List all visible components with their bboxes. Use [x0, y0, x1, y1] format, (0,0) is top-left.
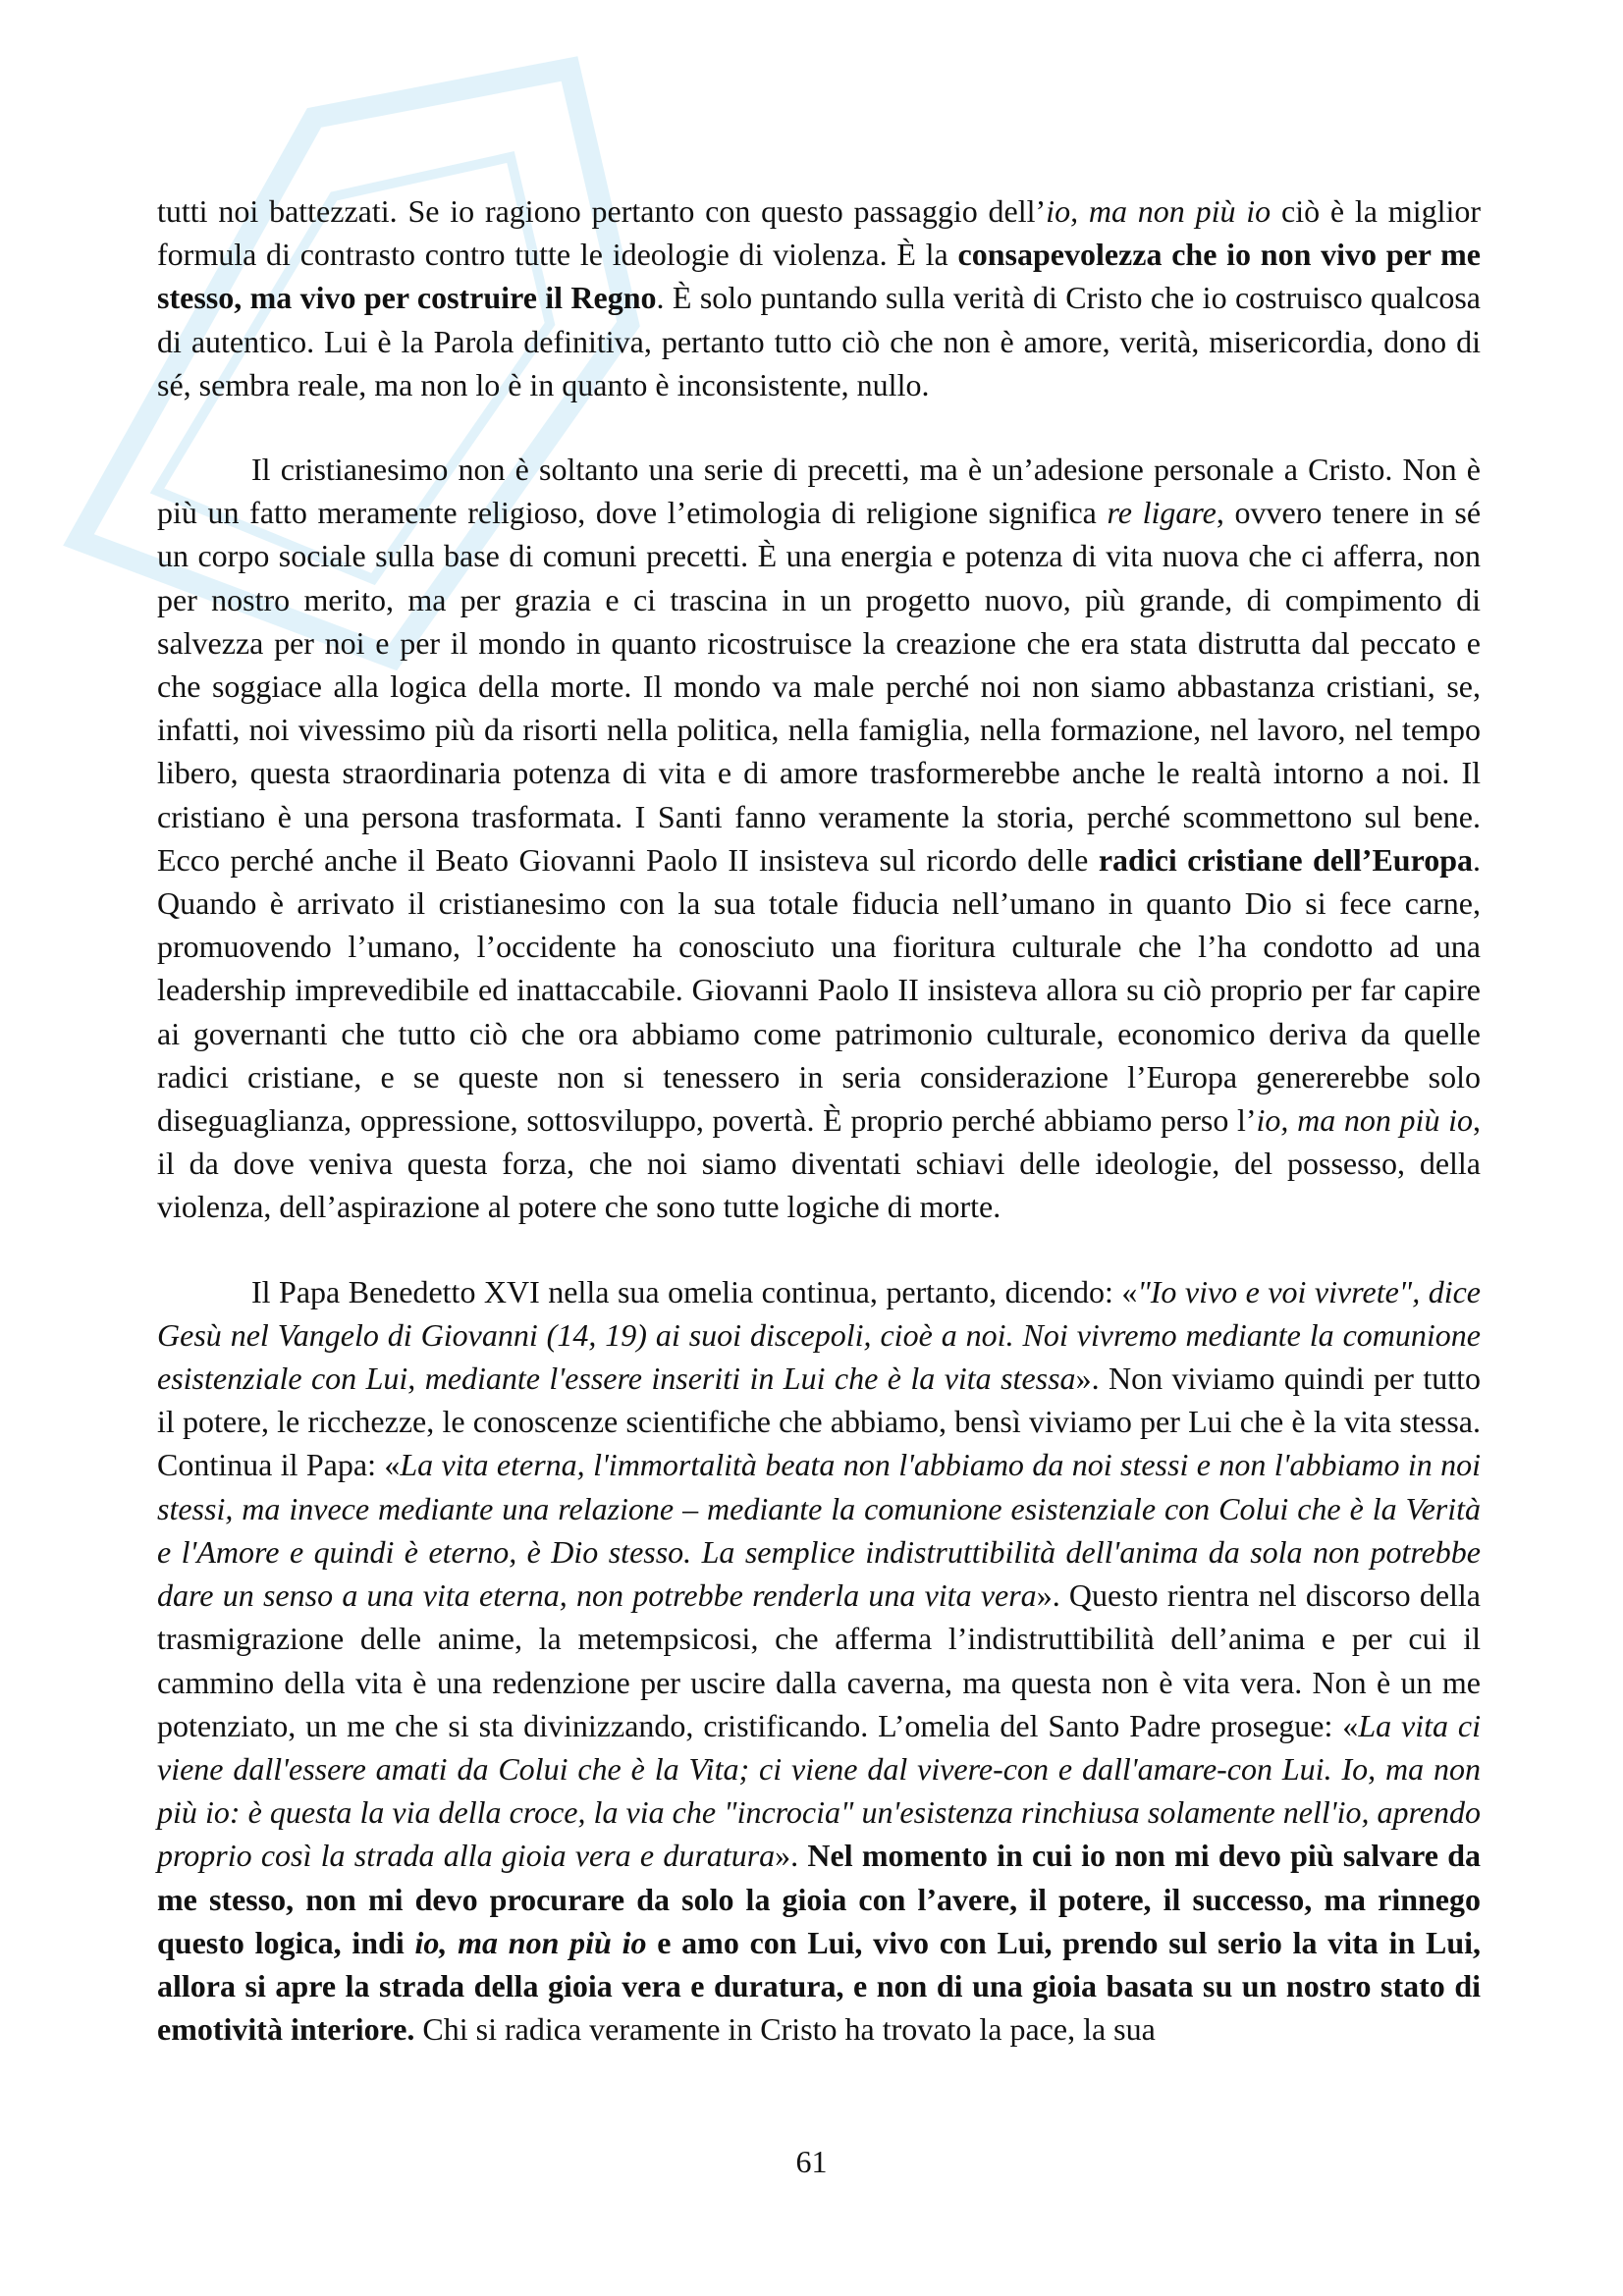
text-run: tutti noi battezzati. Se io ragiono pertanto con questo passaggio dell’ [157, 193, 1047, 229]
text-run: ». [775, 1838, 808, 1874]
paragraph [157, 189, 1481, 406]
text-run: . Quando è arrivato il cristianesimo con la sua totale fiducia nell’umano in quanto Dio si fece carne, promuovendo l’umano, l’occidente ha conosciuto una fioritura culturale che l’ha condotto ad una leadership imprevedibile ed inattaccabile. Giovanni Paolo II insisteva allora su ciò proprio per far capire ai governanti che tutto ciò che ora abbiamo come patrimonio culturale, economico deriva da quelle radici cristiane, e se queste non si tenessero in seria considerazione l’Europa genererebbe solo diseguaglianza, oppressione, sottosviluppo, povertà. È proprio perché abbiamo perso l’ [157, 841, 1482, 1139]
bold-italic-text: io, ma non più io [414, 1924, 647, 1960]
text-run: Il cristianesimo non è soltanto una serie di precetti, ma è un’adesione personale a Cristo. Non è più un fatto meramente religioso, dove l’etimologia di religione significa [157, 452, 1481, 531]
bold-text: e amo con Lui, vivo con Lui, prendo sul serio la vita in Lui, allora si apre la strada della gioia vera e duratura, e non di una gioia basata su un nostro stato di emotività interiore. [157, 1924, 1482, 2048]
document-body [157, 189, 1481, 2051]
text-run: Chi si radica veramente in Cristo ha trovato la pace, la sua [414, 2011, 1156, 2048]
bold-text: consapevolezza che io non vivo per me stesso, ma vivo per costruire il Regno [157, 237, 1482, 316]
italic-text: La vita ci viene dall'essere amati da Colui che è la Vita; ci viene dal vivere-con e dall'amare-con Lui. Io, ma non più io: è questa la via della croce, la via che "incrocia" un'esistenza rinchiusa solamente nell'io, aprendo proprio così la strada alla gioia vera e duratura [157, 1707, 1482, 1874]
bold-text: radici cristiane dell’Europa [1098, 841, 1474, 878]
italic-text: io, ma non più io [1256, 1102, 1473, 1139]
text-run: ». Questo rientra nel discorso della trasmigrazione delle anime, la metempsicosi, che afferma l’indistruttibilità dell’anima e per cui il cammino della vita è una redenzione per uscire dalla caverna, ma questa non è vita vera. Non è un me potenziato, un me che si sta divinizzando, cristificando. L’omelia del Santo Padre prosegue: « [157, 1577, 1482, 1743]
text-run: ciò è la miglior formula di contrasto contro tutte le ideologie di violenza. È la [157, 193, 1482, 273]
bold-text: Nel momento in cui io non mi devo più salvare da me stesso, non mi devo procurare da solo la gioia con l’avere, il potere, il successo, ma rinnego questo logica, indi [157, 1838, 1482, 1960]
text-run: , il da dove veniva questa forza, che noi siamo diventati schiavi delle ideologie, del possesso, della violenza, dell’aspirazione al potere che sono tutte logiche di morte. [157, 1102, 1481, 1225]
text-run: . È solo puntando sulla verità di Cristo che io costruisco qualcosa di autentico. Lui è la Parola definitiva, pertanto tutto ciò che non è amore, verità, misericordia, dono di sé, sembra reale, ma non lo è in quanto è inconsistente, nullo. [157, 280, 1482, 402]
page-number: 61 [795, 2144, 828, 2179]
italic-text: re ligare [1107, 495, 1217, 531]
paragraph [157, 1270, 1481, 2052]
text-run: , ovvero tenere in sé un corpo sociale sulla base di comuni precetti. È una energia e potenza di vita nuova che ci afferra, non per nostro merito, ma per grazia e ci trascina in un progetto nuovo, più grande, di compimento di salvezza per noi e per il mondo in quanto ricostruisce la creazione che era stata distrutta dal peccato e che soggiace alla logica della morte. Il mondo va male perché noi non siamo abbastanza cristiani, se, infatti, noi vivessimo più da risorti nella politica, nella famiglia, nella formazione, nel lavoro, nel tempo libero, questa straordinaria potenza di vita e di amore trasformerebbe anche le realtà intorno a noi. Il cristiano è una persona trasformata. I Santi fanno veramente la storia, perché scommettono sul bene. Ecco perché anche il Beato Giovanni Paolo II insisteva sul ricordo delle [157, 495, 1482, 878]
paragraph [157, 448, 1481, 1229]
italic-text: "Io vivo e voi vivrete", dice Gesù nel Vangelo di Giovanni (14, 19) ai suoi discepoli, cioè a noi. Noi vivremo mediante la comunione esistenziale con Lui, mediante l'essere inseriti in Lui che è la vita stessa [157, 1273, 1482, 1397]
text-run: Il Papa Benedetto XVI nella sua omelia continua, pertanto, dicendo: « [251, 1273, 1138, 1309]
italic-text: io, ma non più io [1046, 193, 1271, 229]
text-run: ». Non viviamo quindi per tutto il potere, le ricchezze, le conoscenze scientifiche che abbiamo, bensì viviamo per Lui che è la vita stessa. Continua il Papa: « [157, 1361, 1482, 1483]
italic-text: La vita eterna, l'immortalità beata non l'abbiamo da noi stessi e non l'abbiamo in noi stessi, ma invece mediante una relazione – mediante la comunione esistenziale con Colui che è la Verità e l'Amore e quindi è eterno, è Dio stesso. La semplice indistruttibilità dell'anima da sola non potrebbe dare un senso a una vita eterna, non potrebbe renderla una vita vera [157, 1447, 1482, 1614]
